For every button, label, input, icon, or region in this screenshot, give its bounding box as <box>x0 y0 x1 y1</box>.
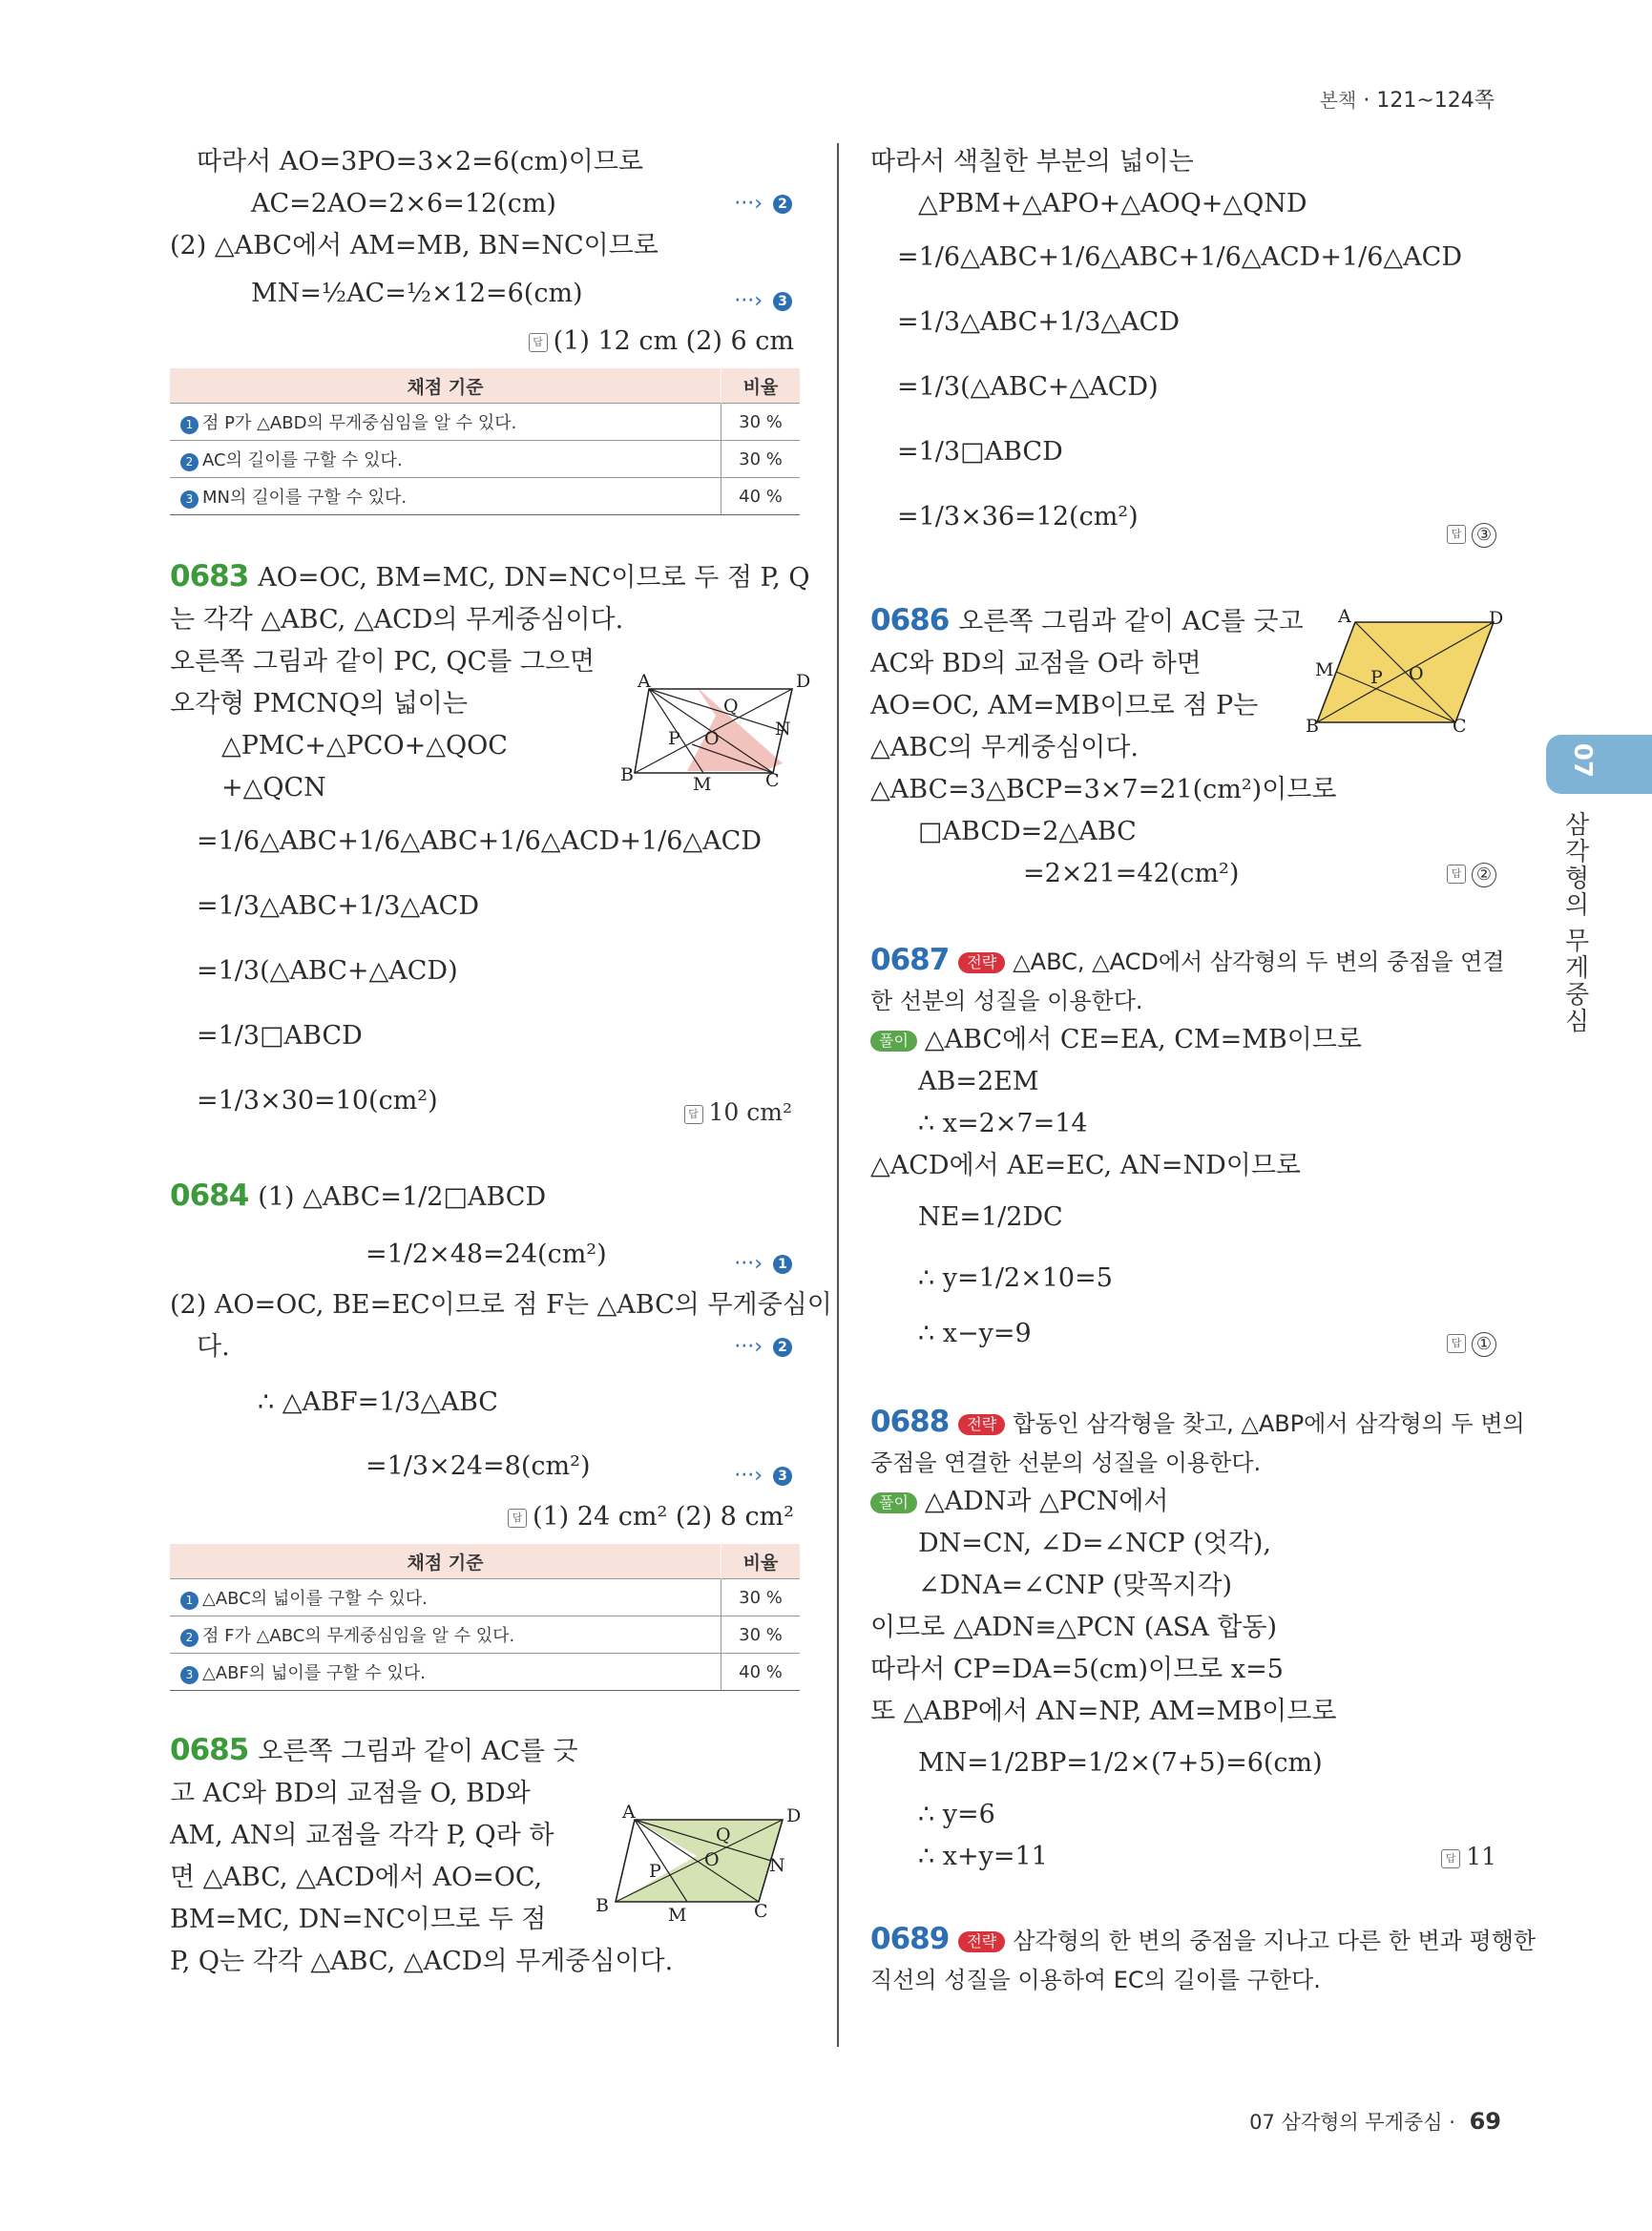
ratio-head: 비율 <box>721 1544 801 1579</box>
label-M: M <box>1315 659 1334 680</box>
answer: 답 ③ <box>1447 502 1496 567</box>
line: 따라서 CP=DA=5(cm)이므로 x=5 <box>870 1655 1284 1684</box>
figure-0685 <box>592 1799 802 1926</box>
line: ∴ x=2×7=14 <box>918 1109 1088 1138</box>
line: =1/3×36=12(cm²) 답 ③ <box>870 485 1504 550</box>
line: ∠DNA=∠CNP (맞꼭지각) <box>918 1571 1233 1600</box>
line: 면 △ABC, △ACD에서 AO=OC, <box>170 1863 543 1892</box>
label-O: O <box>704 728 720 749</box>
page-range: 121~124쪽 <box>1376 89 1495 113</box>
line: =1/3×30=10(cm²) 답 10 cm² <box>170 1069 800 1134</box>
step-marker: ···› 1 <box>734 1235 792 1294</box>
book-label: 본책 <box>1319 89 1357 112</box>
page-reference: 본책 · 121~124쪽 <box>1319 89 1495 113</box>
line: ∴ x+y=11 답 11 <box>870 1836 1504 1878</box>
line: +△QCN <box>221 773 326 803</box>
line: =1/3△ABC+1/3△ACD <box>897 307 1180 337</box>
strategy-tag: 전략 <box>958 952 1005 973</box>
chapter-tab[interactable]: 07 <box>1546 735 1652 794</box>
table-row: 1 점 P가 △ABD의 무게중심임을 알 수 있다. 30 % <box>170 404 800 441</box>
problem-0686-header: 0686 오른쪽 그림과 같이 AC를 긋고 <box>870 603 1304 637</box>
label-O: O <box>1409 663 1424 684</box>
line: ∴ y=6 <box>918 1800 995 1829</box>
line: DN=CN, ∠D=∠NCP (엇각), <box>918 1529 1271 1558</box>
line: AC=2AO=2×6=12(cm) ···› 2 <box>170 183 800 225</box>
line: AO=OC, AM=MB이므로 점 P는 <box>870 691 1259 720</box>
answer: 답 11 <box>1441 1836 1496 1878</box>
answer: 답 ② <box>1447 853 1496 895</box>
problem-0683-header: 0683 AO=OC, BM=MC, DN=NC이므로 두 점 P, Q <box>170 559 810 594</box>
line: □ABCD=2△ABC <box>918 817 1137 846</box>
line: 고 AC와 BD의 교점을 O, BD와 <box>170 1779 531 1808</box>
label-C: C <box>765 770 780 791</box>
label-M: M <box>668 1905 687 1926</box>
footer-chapter: 07 삼각형의 무게중심 <box>1249 2111 1443 2134</box>
label-N: N <box>769 1855 785 1876</box>
problem-0689-header: 0689 전략 삼각형의 한 변의 중점을 지나고 다른 한 변과 평행한 <box>870 1922 1537 1956</box>
line: =1/3×24=8(cm²) ···› 3 <box>170 1437 800 1496</box>
line: =1/3△ABC+1/3△ACD <box>197 891 479 921</box>
line: AC와 BD의 교점을 O라 하면 <box>870 649 1202 678</box>
line: =1/3(△ABC+△ACD) <box>897 372 1159 402</box>
grading-table <box>170 1544 800 1691</box>
label-A: A <box>1338 606 1351 627</box>
line: =1/6△ABC+1/6△ABC+1/6△ACD+1/6△ACD <box>197 826 762 856</box>
problem-0685-header: 0685 오른쪽 그림과 같이 AC를 긋 <box>170 1733 578 1767</box>
label-B: B <box>596 1895 609 1916</box>
label-D: D <box>1489 608 1504 629</box>
line: =1/3□ABCD <box>897 437 1063 467</box>
line: NE=1/2DC <box>918 1202 1063 1232</box>
step-marker: ···› 2 <box>734 1326 792 1368</box>
step-marker: ···› 3 <box>734 1447 792 1506</box>
line: (2) AO=OC, BE=EC이므로 점 F는 △ABC의 무게중심이 <box>170 1290 832 1320</box>
line: △PBM+△APO+△AOQ+△QND <box>918 189 1307 219</box>
line: 풀이 △ABC에서 CE=EA, CM=MB이므로 <box>870 1019 1504 1061</box>
line: △ACD에서 AE=EC, AN=ND이므로 <box>870 1151 1301 1180</box>
label-M: M <box>693 774 712 795</box>
answer: 답 10 cm² <box>684 1080 793 1145</box>
label-C: C <box>754 1901 768 1922</box>
chapter-title: 삼각형의 무게중심 <box>1560 811 1589 1035</box>
line: 다. ···› 2 <box>170 1326 800 1368</box>
line: △ABC=3△BCP=3×7=21(cm²)이므로 <box>870 775 1337 804</box>
line: =1/6△ABC+1/6△ABC+1/6△ACD+1/6△ACD <box>897 242 1462 272</box>
label-P: P <box>668 728 680 749</box>
ratio-head: 비율 <box>721 368 801 404</box>
line: △ABC의 무게중심이다. <box>870 733 1140 762</box>
line: MN=1/2BP=1/2×(7+5)=6(cm) <box>918 1748 1323 1778</box>
line: 따라서 AO=3PO=3×2=6(cm)이므로 <box>197 147 644 177</box>
line: 이므로 △ADN≡△PCN (ASA 합동) <box>870 1613 1278 1642</box>
label-D: D <box>786 1805 802 1826</box>
label-A: A <box>638 671 651 692</box>
table-row: 2 AC의 길이를 구할 수 있다. 30 % <box>170 441 800 478</box>
label-P: P <box>1370 667 1383 688</box>
line: 따라서 색칠한 부분의 넓이는 <box>870 147 1194 177</box>
footer: 07 삼각형의 무게중심 · 69 <box>1249 2108 1501 2135</box>
answer: 답 (1) 24 cm² (2) 8 cm² <box>170 1496 800 1538</box>
line: 중점을 연결한 선분의 성질을 이용한다. <box>870 1449 1262 1476</box>
line: =1/2×48=24(cm²) ···› 1 <box>170 1225 800 1284</box>
strategy-tag: 전략 <box>958 1414 1005 1435</box>
step-marker: ···› 3 <box>734 275 792 328</box>
line: BM=MC, DN=NC이므로 두 점 <box>170 1905 547 1934</box>
label-D: D <box>796 671 811 692</box>
label-Q: Q <box>716 1824 731 1845</box>
table-row: 2 점 F가 △ABC의 무게중심임을 알 수 있다. 30 % <box>170 1616 800 1654</box>
step-marker: ···› 2 <box>734 183 792 225</box>
problem-0684-header: 0684 (1) △ABC=1/2□ABCD <box>170 1178 547 1213</box>
line: ∴ △ABF=1/3△ABC <box>258 1387 498 1417</box>
label-P: P <box>649 1861 661 1882</box>
line: 는 각각 △ABC, △ACD의 무게중심이다. <box>170 605 624 635</box>
label-C: C <box>1453 716 1467 737</box>
label-N: N <box>775 719 791 740</box>
label-A: A <box>622 1802 636 1823</box>
label-O: O <box>704 1849 720 1870</box>
line: ∴ y=1/2×10=5 <box>918 1263 1113 1293</box>
left-column <box>170 141 832 1983</box>
line: =2×21=42(cm²) 답 ② <box>870 853 1504 895</box>
answer-icon: 답 <box>529 333 548 352</box>
column-divider <box>837 143 839 2047</box>
line: AB=2EM <box>918 1067 1039 1096</box>
table-row: 3 MN의 길이를 구할 수 있다. 40 % <box>170 478 800 515</box>
line: 직선의 성질을 이용하여 EC의 길이를 구한다. <box>870 1967 1321 1993</box>
line: 또 △ABP에서 AN=NP, AM=MB이므로 <box>870 1697 1337 1726</box>
problem-0687-header: 0687 전략 △ABC, △ACD에서 삼각형의 두 변의 중점을 연결 <box>870 943 1505 977</box>
line: △PMC+△PCO+△QOC <box>221 731 508 761</box>
line: P, Q는 각각 △ABC, △ACD의 무게중심이다. <box>170 1947 674 1976</box>
line: ∴ x−y=9 답 ① <box>870 1309 1504 1359</box>
figure-0686 <box>1307 603 1508 737</box>
line: =1/3□ABCD <box>197 1021 363 1051</box>
line: 한 선분의 성질을 이용한다. <box>870 988 1143 1014</box>
line: (2) △ABC에서 AM=MB, BN=NC이므로 <box>170 231 659 261</box>
answer-icon: 답 <box>508 1509 527 1528</box>
table-row: 1 △ABC의 넓이를 구할 수 있다. 30 % <box>170 1579 800 1616</box>
line: =1/3(△ABC+△ACD) <box>197 956 458 986</box>
line: 풀이 △ADN과 △PCN에서 <box>870 1481 1504 1523</box>
figure-0683 <box>620 668 811 795</box>
grading-head: 채점 기준 <box>170 368 721 404</box>
right-column <box>870 141 1537 1998</box>
solution-tag: 풀이 <box>870 1492 917 1513</box>
grading-table <box>170 368 800 515</box>
solution-tag: 풀이 <box>870 1031 917 1052</box>
line: MN=½AC=½×12=6(cm) ···› 3 <box>170 267 800 321</box>
line: AM, AN의 교점을 각각 P, Q라 하 <box>170 1821 554 1850</box>
label-Q: Q <box>723 696 739 717</box>
page-number: 69 <box>1469 2108 1501 2135</box>
line: 오각형 PMCNQ의 넓이는 <box>170 689 468 719</box>
table-row: 3 △ABF의 넓이를 구할 수 있다. 40 % <box>170 1654 800 1691</box>
answer: 답 ① <box>1447 1319 1496 1368</box>
grading-head: 채점 기준 <box>170 1544 721 1579</box>
strategy-tag: 전략 <box>958 1931 1005 1952</box>
problem-0688-header: 0688 전략 합동인 삼각형을 찾고, △ABP에서 삼각형의 두 변의 <box>870 1405 1525 1439</box>
label-B: B <box>620 764 634 785</box>
label-B: B <box>1306 716 1319 737</box>
line: 오른쪽 그림과 같이 PC, QC를 그으면 <box>170 647 596 677</box>
answer: 답 (1) 12 cm (2) 6 cm <box>170 321 800 363</box>
